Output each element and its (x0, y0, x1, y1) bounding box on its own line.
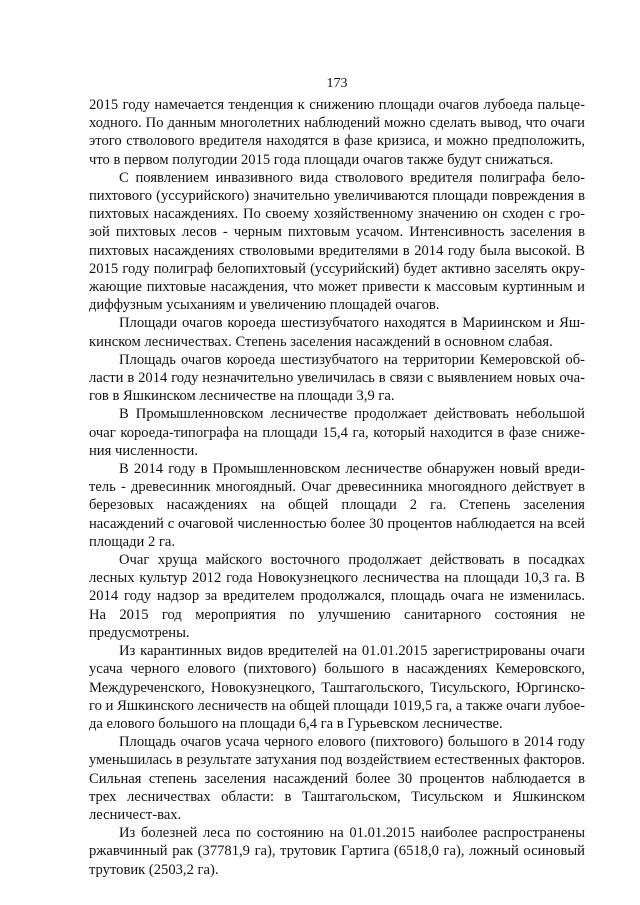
paragraph-quarantine-pests: Из карантинных видов вредителей на 01.01.2015 зарегистрированы очаги усача черного елового (пихтового) большого в насаждениях Кемеровского, Междуреченского, Новокузнецкого, Таштагольского, Тисульского, Юргинско-го и Яшкинского лесничеств на общей площади 1019,5 га, а также очаги лубое-да елового большого на площади 6,4 га в Гурьевском лесничестве. (89, 643, 585, 732)
document-page (89, 75, 585, 879)
page-number: 173 (326, 76, 348, 91)
paragraph-wood-borer: В 2014 году в Промышленновском лесничестве обнаружен новый вреди-тель - древесинник многоядный. Очаг древесинника многоядного действует в березовых насаждениях на общей площади 2 га. Степень заселения насаждений с очаговой численностью более 30 процентов наблюдается на всей площади 2 га. (89, 461, 585, 550)
paragraph-forest-diseases: Из болезней леса по состоянию на 01.01.2015 наиболее распространены ржавчинный рак (37781,9 га), трутовик Гартига (6518,0 га), ложный осиновый трутовик (2503,2 га). (89, 825, 585, 878)
paragraph-polygraph-invasive: С появлением инвазивного вида стволового вредителя полиграфа бело-пихтового (уссурийского) значительно увеличиваются площади повреждения в пихтовых насаждениях. По своему хозяйственному значению он сходен с гро-зой пихтовых лесов - черным пихтовым усачом. Интенсивность заселения в пихтовых насаждениях стволовыми вредителями в 2014 году была высокой. В 2015 году полиграф белопихтовый (уссурийский) будет активно заселять окру-жающие пихтовые насаждения, что может привести к массовым куртинным и диффузным усыханиям и увеличению площадей очагов. (89, 169, 585, 314)
paragraph-sawyer-decrease: Площадь очагов усача черного елового (пихтового) большого в 2014 году уменьшилась в результате затухания под воздействием естественных факторов. Сильная степень заселения насаждений более 30 процентов наблюдается в трех лесничествах области: в Таштагольском, Тисульском и Яшкинском лесничест-вах. (89, 734, 585, 823)
paragraph-may-beetle: Очаг хруща майского восточного продолжает действовать в посадках лесных культур 2012 года Новокузнецкого лесничества на площади 10,3 га. В 2014 году надзор за вредителем продолжался, площадь очага не изменилась. На 2015 год мероприятия по улучшению санитарного состояния не предусмотрены. (89, 552, 585, 641)
paragraph-luboed-trend: 2015 году намечается тенденция к снижению площади очагов лубоеда пальце-ходного. По данным многолетних наблюдений можно сделать вывод, что очаги этого стволового вредителя находятся в фазе кризиса, и можно предположить, что в первом полугодии 2015 года площади очагов также будут снижаться. (89, 97, 585, 168)
paragraph-typographer: В Промышленновском лесничестве продолжает действовать небольшой очаг короеда-типографа на площади 15,4 га, который находится в фазе сниже-ния численности. (89, 406, 585, 459)
paragraph-bark-beetle-area: Площадь очагов короеда шестизубчатого на территории Кемеровской об-ласти в 2014 году незначительно увеличилась в связи с выявлением новых оча-гов в Яшкинском лесничестве на площади 3,9 га. (89, 351, 585, 405)
paragraph-bark-beetle-locations: Площади очагов короеда шестизубчатого находятся в Мариинском и Яш-кинском лесничествах. Степень заселения насаждений в основном слабая. (89, 315, 585, 350)
